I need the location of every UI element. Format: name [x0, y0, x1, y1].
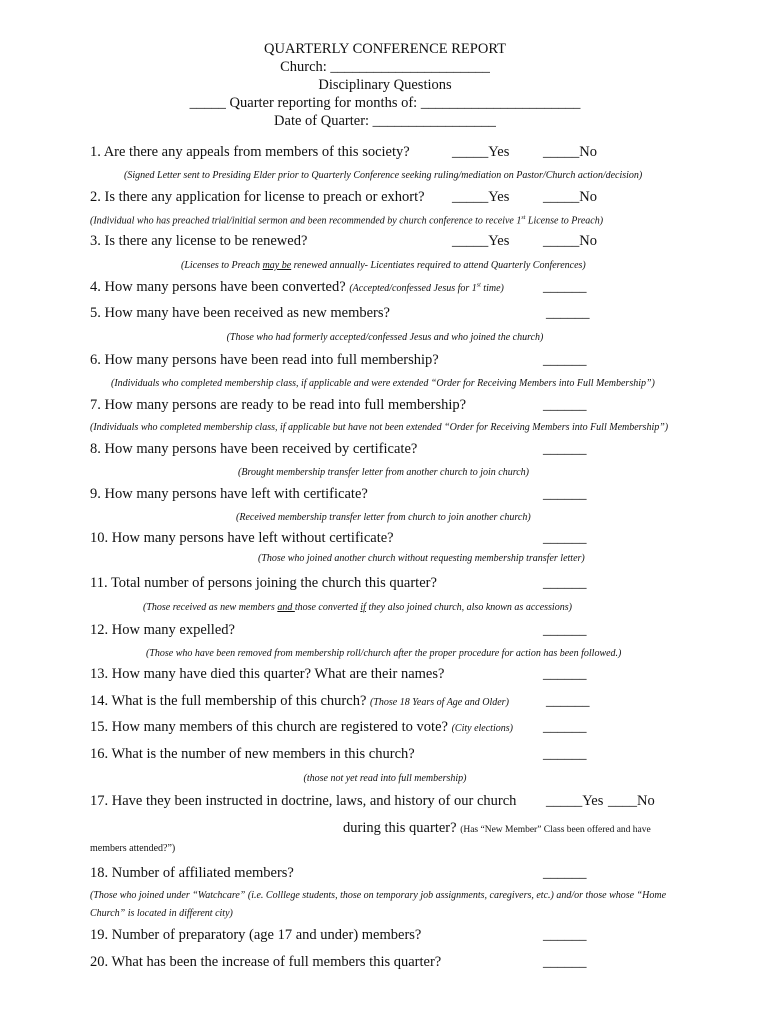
subtitle: Disciplinary Questions [318, 77, 452, 93]
question-15: 15. How many members of this church are registered to vote? (City elections) [90, 719, 513, 735]
q19-blank: ______ [543, 927, 587, 943]
question-6: 6. How many persons have been read into full membership? [90, 352, 439, 368]
q17-note-cont: members attended?”) [90, 843, 176, 854]
q10-note: (Those who joined another church without requesting membership transfer letter) [258, 553, 585, 564]
q18-note-line2: Church” is located in different city) [90, 908, 233, 919]
church-line: Church: ______________________ [280, 59, 490, 75]
q3-yes: _____Yes [452, 233, 510, 249]
question-8: 8. How many persons have been received by certificate? [90, 441, 418, 457]
question-13: 13. How many have died this quarter? What are their names? [90, 666, 445, 682]
q8-note: (Brought membership transfer letter from another church to join church) [238, 467, 529, 478]
q17-yes: _____Yes [546, 793, 604, 809]
question-9: 9. How many persons have left with certificate? [90, 486, 368, 502]
question-7: 7. How many persons are ready to be read into full membership? [90, 397, 467, 413]
q6-blank: ______ [543, 352, 587, 368]
report-title: QUARTERLY CONFERENCE REPORT [264, 41, 506, 57]
date-line: Date of Quarter: _________________ [274, 113, 496, 129]
q7-note: (Individuals who completed membership class, if applicable but have not been extended “Order for Receiving Members into Full Membership”) [90, 422, 669, 433]
q2-note: (Individual who has preached trial/initial sermon and been recommended by church conference to receive 1st License to Preach) [90, 215, 604, 227]
question-19: 19. Number of preparatory (age 17 and under) members? [90, 927, 422, 943]
q8-blank: ______ [543, 441, 587, 457]
q12-blank: ______ [543, 622, 587, 638]
q7-blank: ______ [543, 397, 587, 413]
q5-note: (Those who had formerly accepted/confessed Jesus and who joined the church) [226, 332, 544, 343]
q3-no: _____No [543, 233, 597, 249]
q15-blank: ______ [543, 719, 587, 735]
q17-no: ____No [608, 793, 655, 809]
q17-line2: during this quarter? (Has “New Member” Class been offered and have [343, 820, 651, 836]
question-14: 14. What is the full membership of this church? (Those 18 Years of Age and Older) [90, 693, 509, 709]
q20-blank: ______ [543, 954, 587, 970]
q1-no: _____No [543, 144, 597, 160]
q13-blank: ______ [543, 666, 587, 682]
q2-no: _____No [543, 189, 597, 205]
question-12: 12. How many expelled? [90, 622, 235, 638]
q3-note: (Licenses to Preach may be renewed annually- Licentiates required to attend Quarterly Conferences) [181, 260, 586, 271]
question-1: 1. Are there any appeals from members of this society? [90, 144, 410, 160]
question-16: 16. What is the number of new members in this church? [90, 746, 415, 762]
q18-blank: ______ [543, 865, 587, 881]
q9-note: (Received membership transfer letter from church to join another church) [236, 512, 531, 523]
question-2: 2. Is there any application for license to preach or exhort? [90, 189, 425, 205]
q1-yes: _____Yes [452, 144, 510, 160]
q18-note-line1: (Those who joined under “Watchcare” (i.e. Colllege students, those on temporary job assignments, caregivers, etc.) and/or those whose “Home [90, 890, 667, 901]
question-20: 20. What has been the increase of full members this quarter? [90, 954, 442, 970]
q9-blank: ______ [543, 486, 587, 502]
q10-blank: ______ [543, 530, 587, 546]
question-3: 3. Is there any license to be renewed? [90, 233, 308, 249]
question-10: 10. How many persons have left without certificate? [90, 530, 394, 546]
q12-note: (Those who have been removed from membership roll/church after the proper procedure for action has been followed.) [146, 648, 622, 659]
quarter-line: _____ Quarter reporting for months of: ______________________ [189, 95, 581, 111]
q2-yes: _____Yes [452, 189, 510, 205]
question-11: 11. Total number of persons joining the church this quarter? [90, 575, 437, 591]
q6-note: (Individuals who completed membership class, if applicable and were extended “Order for Receiving Members into Full Membership”) [111, 378, 655, 389]
question-4: 4. How many persons have been converted? (Accepted/confessed Jesus for 1st time) [90, 279, 504, 295]
q5-blank: ______ [546, 305, 590, 321]
q11-note: (Those received as new members and those converted if they also joined church, also known as accessions) [143, 602, 572, 613]
q16-note: (those not yet read into full membership) [303, 773, 467, 784]
question-5: 5. How many have been received as new members? [90, 305, 390, 321]
q1-note: (Signed Letter sent to Presiding Elder prior to Quarterly Conference seeking ruling/mediation on Pastor/Church action/decision) [124, 170, 643, 181]
q4-blank: ______ [543, 279, 587, 295]
question-18: 18. Number of affiliated members? [90, 865, 294, 881]
q16-blank: ______ [543, 746, 587, 762]
q11-blank: ______ [543, 575, 587, 591]
q14-blank: ______ [546, 693, 590, 709]
question-17: 17. Have they been instructed in doctrine, laws, and history of our church [90, 793, 517, 809]
